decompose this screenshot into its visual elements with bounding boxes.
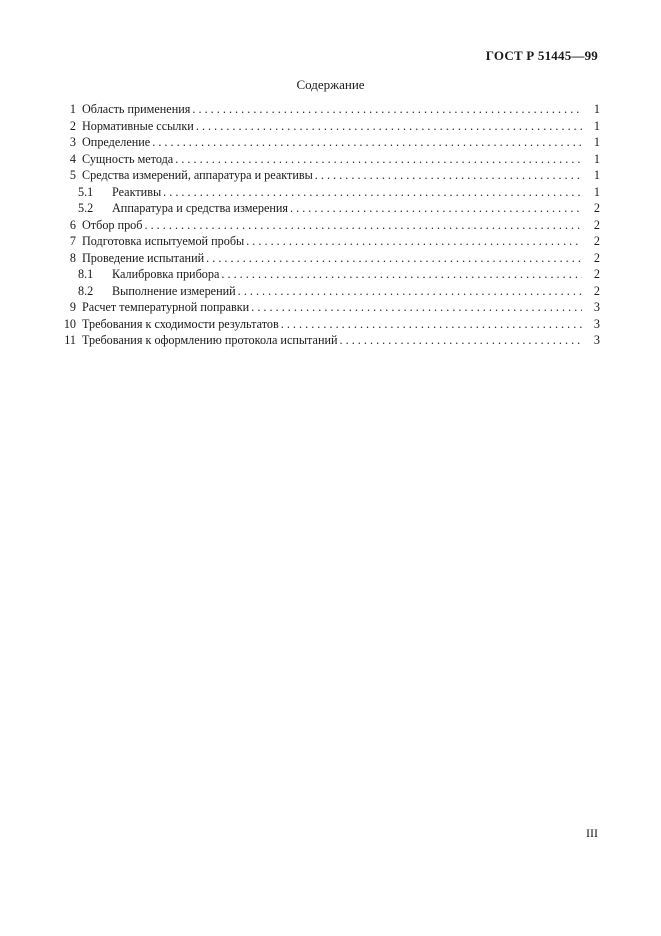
toc-item-number: 5.2 — [78, 201, 94, 215]
toc-item-page: 1 — [593, 118, 600, 133]
toc-leader-dots — [144, 218, 582, 233]
toc-item-number: 8.2 — [78, 283, 94, 298]
toc-item-page: 2 — [593, 234, 600, 248]
toc-leader-dots — [246, 234, 582, 249]
toc-item-page: 2 — [593, 201, 600, 215]
toc-item-page: 1 — [593, 135, 600, 149]
toc-item[interactable] — [60, 168, 600, 185]
toc-subitem[interactable] — [60, 267, 600, 284]
toc-item-number: 8 — [69, 250, 76, 265]
toc-item[interactable] — [60, 333, 600, 350]
toc-item-label: Реактивы — [112, 184, 162, 199]
toc-item-number: 2 — [69, 118, 76, 133]
toc-item-number: 10 — [63, 316, 76, 331]
toc-leader-dots — [175, 152, 582, 167]
toc-item-number: 3 — [69, 135, 76, 149]
toc-leader-dots — [221, 267, 582, 282]
toc-item-label: Область применения — [82, 102, 191, 116]
toc-item-page: 1 — [593, 168, 600, 182]
toc-leader-dots — [340, 333, 582, 348]
toc-leader-dots — [163, 185, 582, 200]
toc-item-label: Выполнение измерений — [112, 283, 236, 298]
toc-item-page: 3 — [593, 316, 600, 331]
toc-item-page: 2 — [593, 267, 600, 281]
toc-item[interactable] — [60, 317, 600, 334]
toc-item-label: Расчет температурной поправки — [82, 300, 250, 314]
toc-item-label: Сущность метода — [82, 151, 174, 166]
toc-item-number: 1 — [69, 102, 76, 116]
page-number: III — [586, 826, 598, 840]
toc-item-number: 8.1 — [78, 267, 94, 281]
toc-item-number: 9 — [69, 300, 76, 314]
toc-item-label: Отбор проб — [82, 217, 143, 232]
document-code: ГОСТ Р 51445—99 — [485, 48, 598, 63]
toc-subitem[interactable] — [60, 284, 600, 301]
toc-item-label: Калибровка прибора — [112, 267, 220, 281]
toc-item[interactable] — [60, 234, 600, 251]
toc-subitem[interactable] — [60, 185, 600, 202]
toc-item-number: 7 — [69, 234, 76, 248]
toc-item[interactable] — [60, 152, 600, 169]
toc-subitem[interactable] — [60, 201, 600, 218]
toc-item-number: 5 — [69, 168, 76, 182]
toc-leader-dots — [152, 135, 582, 150]
toc-item-number: 11 — [64, 333, 76, 347]
toc-item-label: Средства измерений, аппаратура и реактивы — [82, 168, 313, 182]
toc-item[interactable] — [60, 300, 600, 317]
toc-title: Содержание — [296, 77, 365, 92]
toc-item[interactable] — [60, 119, 600, 136]
toc-item-label: Требования к оформлению протокола испытаний — [82, 333, 338, 347]
toc-item-label: Определение — [82, 135, 151, 149]
toc-item-page: 2 — [593, 283, 600, 298]
toc-item-label: Аппаратура и средства измерения — [112, 201, 288, 215]
toc-item-number: 6 — [69, 217, 76, 232]
toc-item-number: 5.1 — [78, 184, 94, 199]
toc-item[interactable] — [60, 102, 600, 119]
toc-item-label: Нормативные ссылки — [82, 118, 194, 133]
toc-item-page: 2 — [593, 217, 600, 232]
toc-leader-dots — [238, 284, 582, 299]
toc-item-page: 2 — [593, 250, 600, 265]
toc-leader-dots — [206, 251, 582, 266]
toc-leader-dots — [196, 119, 582, 134]
toc-leader-dots — [251, 300, 582, 315]
toc-leader-dots — [290, 201, 582, 216]
toc-item[interactable] — [60, 218, 600, 235]
toc-item-page: 1 — [593, 151, 600, 166]
toc-item[interactable] — [60, 251, 600, 268]
toc-leader-dots — [315, 168, 582, 183]
toc-item-label: Проведение испытаний — [82, 250, 205, 265]
toc-item-page: 3 — [593, 333, 600, 347]
toc-item-label: Подготовка испытуемой пробы — [82, 234, 245, 248]
toc-leader-dots — [192, 102, 582, 117]
toc-item-page: 1 — [593, 184, 600, 199]
toc-item-page: 3 — [593, 300, 600, 314]
toc-leader-dots — [281, 317, 582, 332]
table-of-contents — [60, 102, 600, 350]
toc-item-label: Требования к сходимости результатов — [82, 316, 279, 331]
toc-item-number: 4 — [69, 151, 76, 166]
toc-item-page: 1 — [593, 102, 600, 116]
toc-item[interactable] — [60, 135, 600, 152]
